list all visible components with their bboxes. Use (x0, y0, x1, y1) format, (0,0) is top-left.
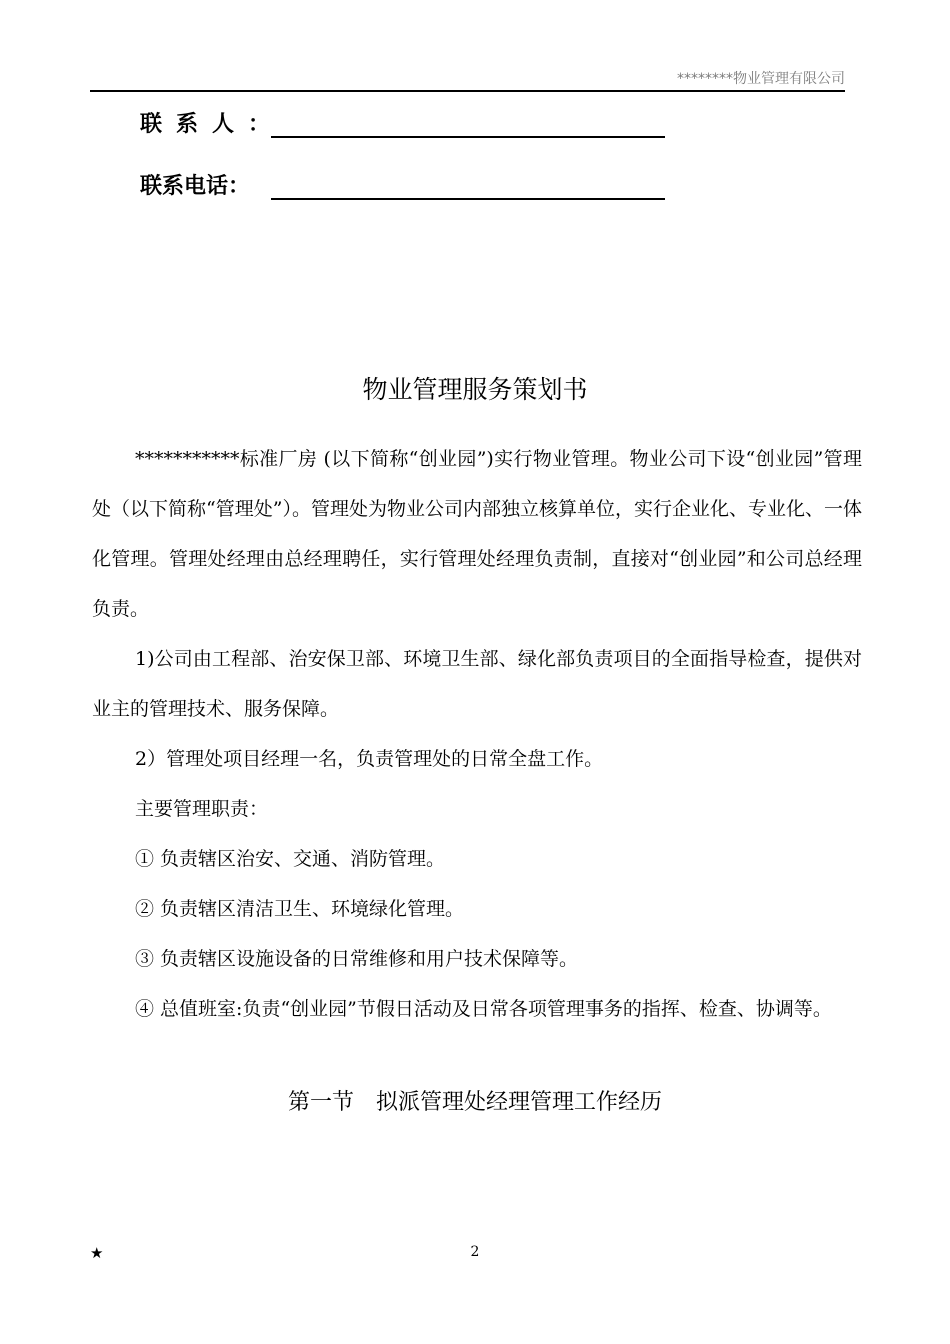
page-number: 2 (470, 1244, 480, 1260)
page-header (90, 64, 845, 92)
header-company-name: ********物业管理有限公司 (677, 71, 845, 87)
footer-star-icon: ★ (90, 1244, 104, 1262)
duty-item-1: ① 负责辖区治安、交通、消防管理。 (135, 848, 446, 870)
contact-person-label: 联系人： (140, 111, 285, 137)
contact-phone-field (140, 170, 680, 200)
contact-person-field (140, 108, 680, 138)
duty-item-3: ③ 负责辖区设施设备的日常维修和用户技术保障等。 (135, 948, 579, 970)
contact-person-blank-line (271, 135, 665, 138)
duty-item-2: ② 负责辖区清洁卫生、环境绿化管理。 (135, 898, 465, 920)
contact-phone-label: 联系电话： (140, 173, 251, 199)
duty-item-4: ④ 总值班室:负责“创业园”节假日活动及日常各项管理事务的指挥、检查、协调等。 (135, 998, 832, 1020)
paragraph-item-1: 1)公司由工程部、治安保卫部、环境卫生部、绿化部负责项目的全面指导检查，提供对业主的管理技术、服务保障。 (92, 648, 862, 720)
document-title: 物业管理服务策划书 (362, 375, 588, 404)
section-heading: 第一节 拟派管理处经理管理工作经历 (287, 1090, 662, 1115)
paragraph-item-2: 2）管理处项目经理一名，负责管理处的日常全盘工作。 (135, 748, 604, 770)
document-body (92, 434, 862, 1034)
intro-paragraph: ***********标准厂房 (以下简称“创业园”)实行物业管理。物业公司下设“创业园”管理处（以下简称“管理处”）。管理处为物业公司内部独立核算单位，实行企业化、专业化、一体化管理。管理处经理由总经理聘任，实行管理处经理负责制，直接对“创业园”和公司总经理负责。 (92, 448, 862, 620)
duties-heading: 主要管理职责： (135, 798, 269, 820)
contact-phone-blank-line (271, 197, 665, 200)
